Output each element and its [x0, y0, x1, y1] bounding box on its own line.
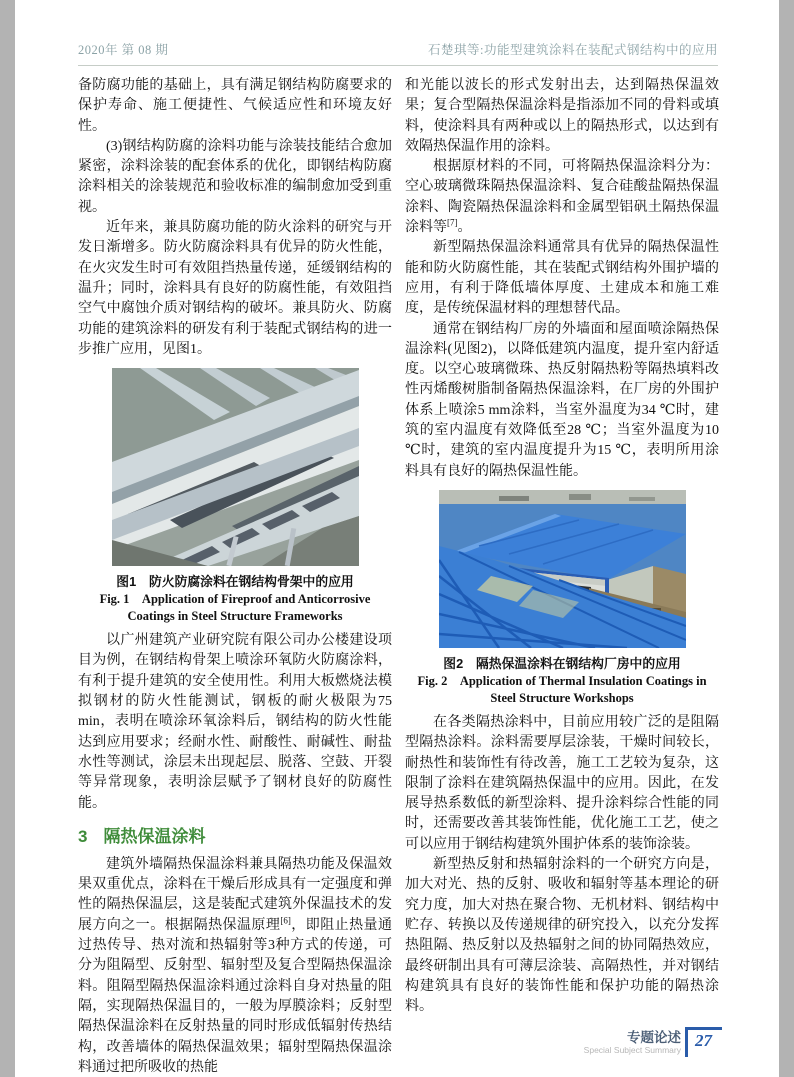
- scan-edge-right: [779, 0, 794, 1077]
- figure2-caption-en-line2: Steel Structure Workshops: [490, 690, 634, 705]
- header-issue: 2020年 第 08 期: [78, 43, 169, 57]
- paragraph: 通常在钢结构厂房的外墙面和屋面喷涂隔热保温涂料(见图2)，以降低建筑内温度，提升室内舒适度。以空心玻璃微珠、热反射隔热粉等隔热填料改性丙烯酸树脂制备隔热保温涂料，在厂房的外围护体系上喷涂5 mm涂料，当室外温度为34 ℃时，建筑的室内温度有效降低至28 ℃；当室外温度为10 ℃时，建筑的室内温度提升为15 ℃，表明所用涂料具有良好的隔热保温性能。: [405, 321, 719, 479]
- figure2-caption-en-line1: Fig. 2 Application of Thermal Insulation Coatings in: [417, 673, 707, 688]
- paragraph: 以广州建筑产业研究院有限公司办公楼建设项目为例，在钢结构骨架上喷涂环氧防火防腐涂料，有利于提升建筑的安全使用性。利用大板燃烧法模拟钢材的防火性能测试，钢板的耐火极限为75 min，表明在喷涂环氧涂料后，钢结构的防火性能达到应用要求；经耐水性、耐酸性、耐碱性、耐盐水性等测试，涂层未出现起层、脱落、空鼓、开裂等异常现象，表明涂层赋予了钢材良好的防腐性能。: [78, 633, 392, 811]
- figure2-caption: [405, 654, 719, 707]
- section-heading-3: [78, 826, 392, 848]
- figure2-caption-zh: 图2 隔热保温涂料在钢结构厂房中的应用: [443, 655, 681, 671]
- paragraph: 在各类隔热涂料中，目前应用较广泛的是阻隔型隔热涂料。涂料需要厚层涂装，干燥时间较长，耐热性和装饰性有待改善，施工工艺较为复杂，这限制了涂料在建筑隔热保温中的应用。因此，在发展导热系数低的新型涂料、提升涂料综合性能的同时，还需要改善其装饰性能，优化施工工艺，使之可以应用于钢结构建筑外围护体系的装饰涂装。: [405, 714, 719, 852]
- paragraph-text: 根据原材料的不同，可将隔热保温涂料分为：空心玻璃微珠隔热保温涂料、复合硅酸盐隔热保温涂料、陶瓷隔热保温涂料和金属型铝矾土隔热保温涂料等: [405, 159, 719, 236]
- page-footer: [584, 1027, 722, 1057]
- steel-framework-image: [112, 368, 359, 566]
- right-column: [405, 76, 719, 1017]
- figure1-caption-en-line1: Fig. 1 Application of Fireproof and Anticorrosive: [99, 592, 371, 607]
- figure1-caption-zh: 图1 防火防腐涂料在钢结构骨架中的应用: [116, 574, 354, 590]
- paragraph-text: 建筑外墙隔热保温涂料兼具隔热功能及保温效果双重优点，涂料在干燥后形成具有一定强度和弹性的隔热保温层，这是装配式建筑外保温技术的发展方向之一。根据隔热保温原理: [78, 856, 392, 933]
- left-column: [78, 76, 392, 1077]
- footer-column-en: Special Subject Summary: [583, 1045, 681, 1055]
- reference-mark-7: [7]: [447, 217, 458, 228]
- figure1-photo: [112, 368, 359, 566]
- paragraph: [405, 157, 719, 238]
- figure1-caption-en-line2: Coatings in Steel Structure Frameworks: [127, 609, 343, 624]
- scan-edge-left: [0, 0, 15, 1077]
- paragraph-text: ，即阻止热量通过热传导、热对流和热辐射等3种方式的传递，可分为阻隔型、反射型、辐射型及复合型隔热保温涂料。阻隔型隔热保温涂料通过涂料自身对热量的阻隔，实现隔热保温目的，一般为厚膜涂料；反射型隔热保温涂料在反射热量的同时形成低辐射传热结构，改善墙体的隔热保温效果；辐射型隔热保温涂料通过把所吸收的热能: [78, 917, 393, 1075]
- figure1-caption: [78, 572, 392, 625]
- reference-mark-6: [6]: [280, 915, 291, 926]
- paragraph: 和光能以波长的形式发射出去，达到隔热保温效果；复合型隔热保温涂料是指添加不同的骨料或填料，使涂料具有两种或以上的隔热形式，以达到有效隔热保温作用的涂料。: [405, 78, 719, 154]
- section-title: 隔热保温涂料: [103, 826, 206, 846]
- workshop-roof-image: [439, 490, 686, 648]
- figure2-photo: [439, 490, 686, 648]
- footer-column-labels: [584, 1030, 681, 1056]
- paragraph: (3)钢结构防腐的涂料功能与涂装技能结合愈加紧密，涂料涂装的配套体系的优化，即钢结构防腐涂料相关的涂装规范和验收标准的编制愈加受到重视。: [78, 138, 392, 215]
- paragraph: 新型热反射和热辐射涂料的一个研究方向是，加大对光、热的反射、吸收和辐射等基本理论的研究力度，加大对热在聚合物、无机材料、钢结构中贮存、转换以及传递规律的研究投入，以充分发挥热阻隔、热反射以及热辐射之间的协同隔热效应，最终研制出具有可薄层涂装、高隔热性，并对钢结构建筑具有良好的装饰性能和保护功能的隔热涂料。: [405, 857, 719, 1015]
- paragraph: [78, 855, 392, 1077]
- section-number: 3: [78, 826, 88, 846]
- paragraph: 备防腐功能的基础上，具有满足钢结构防腐要求的保护寿命、施工便捷性、气候适应性和环境友好性。: [78, 78, 392, 134]
- footer-column-zh: 专题论述: [627, 1030, 681, 1045]
- paragraph: 新型隔热保温涂料通常具有优异的隔热保温性能和防火防腐性能，其在装配式钢结构外围护墙的应用，有利于降低墙体厚度、土建成本和施工难度，是传统保温材料的理想替代品。: [405, 240, 719, 317]
- paragraph: 近年来，兼具防腐功能的防火涂料的研究与开发日渐增多。防火防腐涂料具有优异的防火性能，在火灾发生时可有效阻挡热量传递，延缓钢结构的温升；同时，涂料具有良好的防腐性能，有效阻挡空气中腐蚀介质对钢结构的破坏。兼具防火、防腐功能的建筑涂料的研发有利于装配式钢结构的进一步推广应用，见图1。: [78, 220, 392, 357]
- page-number: 27: [685, 1027, 722, 1057]
- header-running-title: 石楚琪等:功能型建筑涂料在装配式钢结构中的应用: [428, 43, 718, 57]
- paragraph-text: 。: [457, 220, 472, 236]
- page-header: [78, 40, 718, 66]
